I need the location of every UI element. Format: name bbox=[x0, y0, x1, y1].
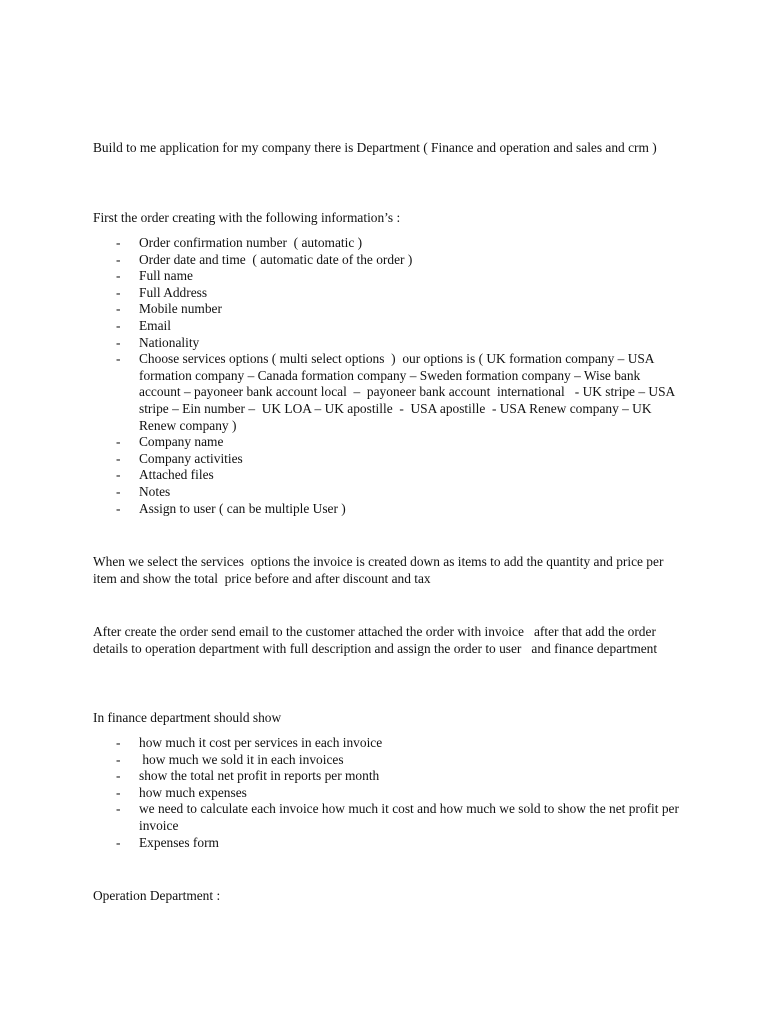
bullet-dash: - bbox=[116, 251, 121, 267]
list-item bbox=[93, 835, 683, 852]
bullet-dash: - bbox=[116, 735, 121, 750]
bullet-dash: - bbox=[116, 284, 121, 300]
bullet-dash: - bbox=[116, 500, 121, 516]
list-item bbox=[93, 752, 683, 769]
bullet-dash: - bbox=[116, 317, 121, 333]
bullet-dash: - bbox=[116, 235, 121, 250]
list-item bbox=[93, 735, 683, 752]
invoice-paragraph: When we select the services options the invoice is created down as items to add the quantity and price per item and show the total price before and after discount and tax bbox=[93, 554, 667, 586]
bullet-dash: - bbox=[116, 268, 121, 284]
finance-heading: In finance department should show bbox=[93, 710, 282, 725]
email-paragraph: After create the order send email to the customer attached the order with invoice after that add the order details to operation department with full description and assign the order to user and finance department bbox=[93, 624, 660, 656]
list-item bbox=[93, 501, 683, 518]
bullet-dash: - bbox=[116, 467, 121, 483]
list-item bbox=[93, 451, 683, 468]
finance-items-list bbox=[93, 735, 683, 851]
list-item-text: Order date and time ( automatic date of the order ) bbox=[139, 251, 413, 267]
bullet-dash: - bbox=[116, 301, 121, 317]
list-item bbox=[93, 768, 683, 785]
list-item-text: Mobile number bbox=[139, 301, 222, 317]
list-item bbox=[93, 285, 683, 302]
list-item-text: Expenses form bbox=[139, 834, 219, 850]
list-item-text: Attached files bbox=[139, 467, 214, 483]
list-item bbox=[93, 268, 683, 285]
bullet-dash: - bbox=[116, 483, 121, 499]
list-item-text: Assign to user ( can be multiple User ) bbox=[139, 500, 346, 516]
list-item-text: Nationality bbox=[139, 334, 200, 350]
list-item-text: Company activities bbox=[139, 450, 243, 466]
bullet-dash: - bbox=[116, 834, 121, 850]
bullet-dash: - bbox=[116, 450, 121, 466]
list-item-text: how much it cost per services in each invoice bbox=[139, 735, 383, 750]
bullet-dash: - bbox=[116, 768, 121, 784]
list-item-text: Full Address bbox=[139, 284, 208, 300]
intro-paragraph: Build to me application for my company there is Department ( Finance and operation and sales and crm ) bbox=[93, 140, 657, 155]
list-item bbox=[93, 801, 683, 834]
list-item bbox=[93, 252, 683, 269]
list-item-text: Choose services options ( multi select options ) our options is ( UK formation company – USA formation company – Canada formation company – Sweden formation company – Wise bank account – payoneer bank account local – payoneer bank account international - UK stripe – USA stripe – Ein number – UK LOA – UK apostille - USA apostille - USA Renew company – UK Renew company ) bbox=[139, 351, 678, 433]
bullet-dash: - bbox=[116, 434, 121, 450]
list-item bbox=[93, 301, 683, 318]
list-item-text: Full name bbox=[139, 268, 193, 284]
list-item-text: how much expenses bbox=[139, 784, 247, 800]
list-item-text: we need to calculate each invoice how much it cost and how much we sold to show the net profit per invoice bbox=[139, 801, 683, 833]
operation-heading: Operation Department : bbox=[93, 888, 221, 903]
list-item-text: Order confirmation number ( automatic ) bbox=[139, 235, 363, 250]
bullet-dash: - bbox=[116, 751, 121, 767]
order-heading: First the order creating with the following information’s : bbox=[93, 210, 401, 225]
list-item-text: Notes bbox=[139, 483, 171, 499]
list-item bbox=[93, 235, 683, 252]
order-fields-list bbox=[93, 235, 683, 517]
bullet-dash: - bbox=[116, 801, 121, 817]
list-item-text: how much we sold it in each invoices bbox=[139, 751, 344, 767]
list-item-text: Email bbox=[139, 317, 171, 333]
list-item bbox=[93, 484, 683, 501]
list-item-text: Company name bbox=[139, 434, 224, 450]
list-item bbox=[93, 434, 683, 451]
list-item bbox=[93, 467, 683, 484]
bullet-dash: - bbox=[116, 784, 121, 800]
bullet-dash: - bbox=[116, 334, 121, 350]
list-item bbox=[93, 318, 683, 335]
list-item bbox=[93, 351, 683, 434]
list-item-text: show the total net profit in reports per month bbox=[139, 768, 380, 784]
list-item bbox=[93, 785, 683, 802]
list-item bbox=[93, 335, 683, 352]
bullet-dash: - bbox=[116, 351, 121, 367]
